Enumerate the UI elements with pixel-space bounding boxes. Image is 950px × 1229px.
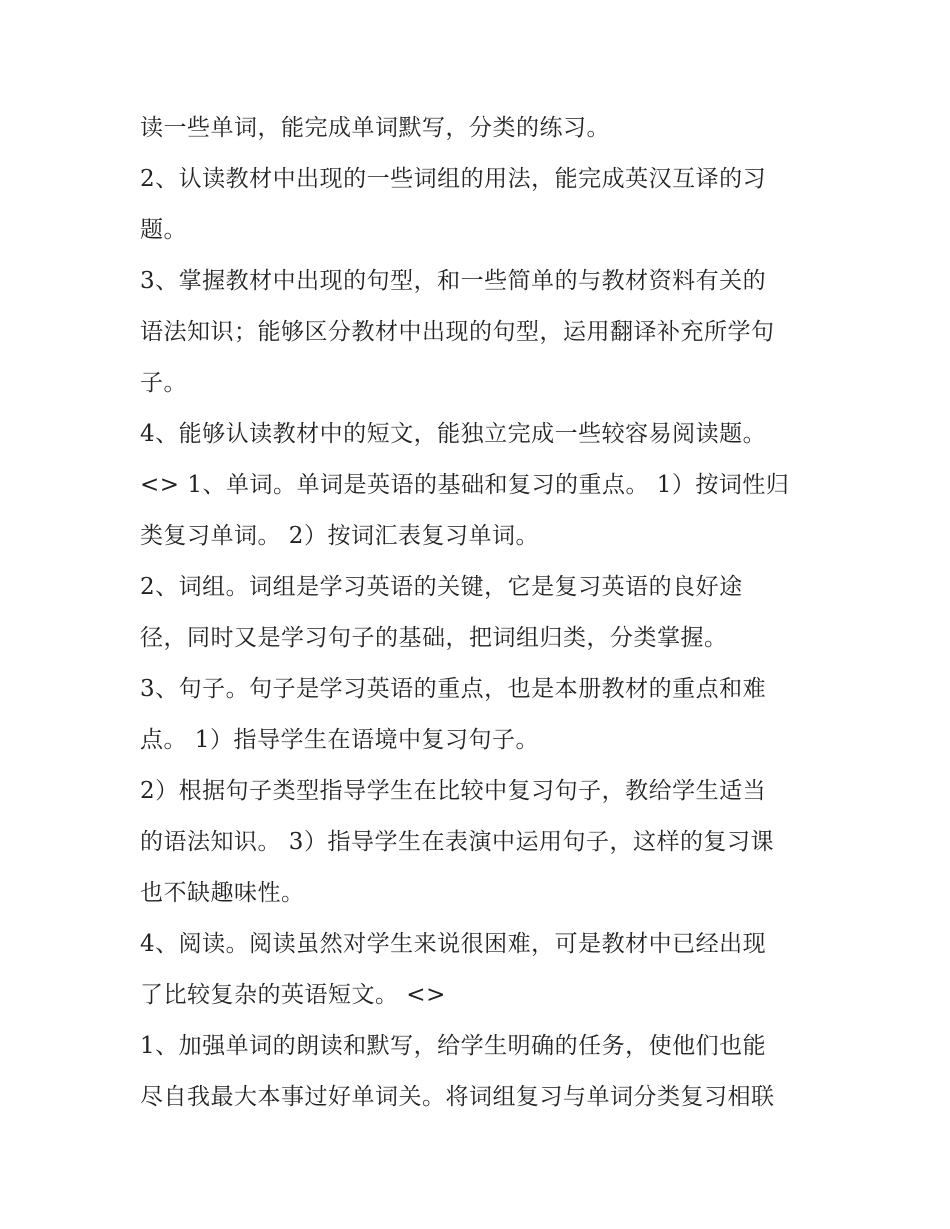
text-line: 2、认读教材中出现的一些词组的用法，能完成英汉互译的习 bbox=[140, 166, 767, 192]
text-line: 点。 1）指导学生在语境中复习句子。 bbox=[140, 727, 539, 753]
text-line: 3、掌握教材中出现的句型，和一些简单的与教材资料有关的 bbox=[140, 268, 767, 294]
text-line: 尽自我最大本事过好单词关。将词组复习与单词分类复习相联 bbox=[140, 1084, 775, 1110]
text-line: <> 1、单词。单词是英语的基础和复习的重点。 1）按词性归 bbox=[140, 472, 790, 498]
text-line: 4、能够认读教材中的短文，能独立完成一些较容易阅读题。 bbox=[140, 421, 767, 447]
text-line: 子。 bbox=[140, 370, 187, 396]
text-line: 3、句子。句子是学习英语的重点，也是本册教材的重点和难 bbox=[140, 676, 767, 702]
text-line: 读一些单词，能完成单词默写，分类的练习。 bbox=[140, 115, 610, 141]
text-line: 的语法知识。 3）指导学生在表演中运用句子，这样的复习课 bbox=[140, 829, 774, 855]
document-body bbox=[140, 103, 820, 1123]
text-line: 题。 bbox=[140, 217, 187, 243]
text-line: 2）根据句子类型指导学生在比较中复习句子，教给学生适当 bbox=[140, 778, 767, 804]
text-line: 了比较复杂的英语短文。 <> bbox=[140, 982, 446, 1008]
text-line: 4、阅读。阅读虽然对学生来说很困难，可是教材中已经出现 bbox=[140, 931, 767, 957]
text-line: 径，同时又是学习句子的基础，把词组归类，分类掌握。 bbox=[140, 625, 728, 651]
text-line: 2、词组。词组是学习英语的关键，它是复习英语的良好途 bbox=[140, 574, 743, 600]
text-line: 1、加强单词的朗读和默写，给学生明确的任务，使他们也能 bbox=[140, 1033, 767, 1059]
text-line: 类复习单词。 2）按词汇表复习单词。 bbox=[140, 523, 539, 549]
text-line: 语法知识；能够区分教材中出现的句型，运用翻译补充所学句 bbox=[140, 319, 775, 345]
text-line: 也不缺趣味性。 bbox=[140, 880, 305, 906]
